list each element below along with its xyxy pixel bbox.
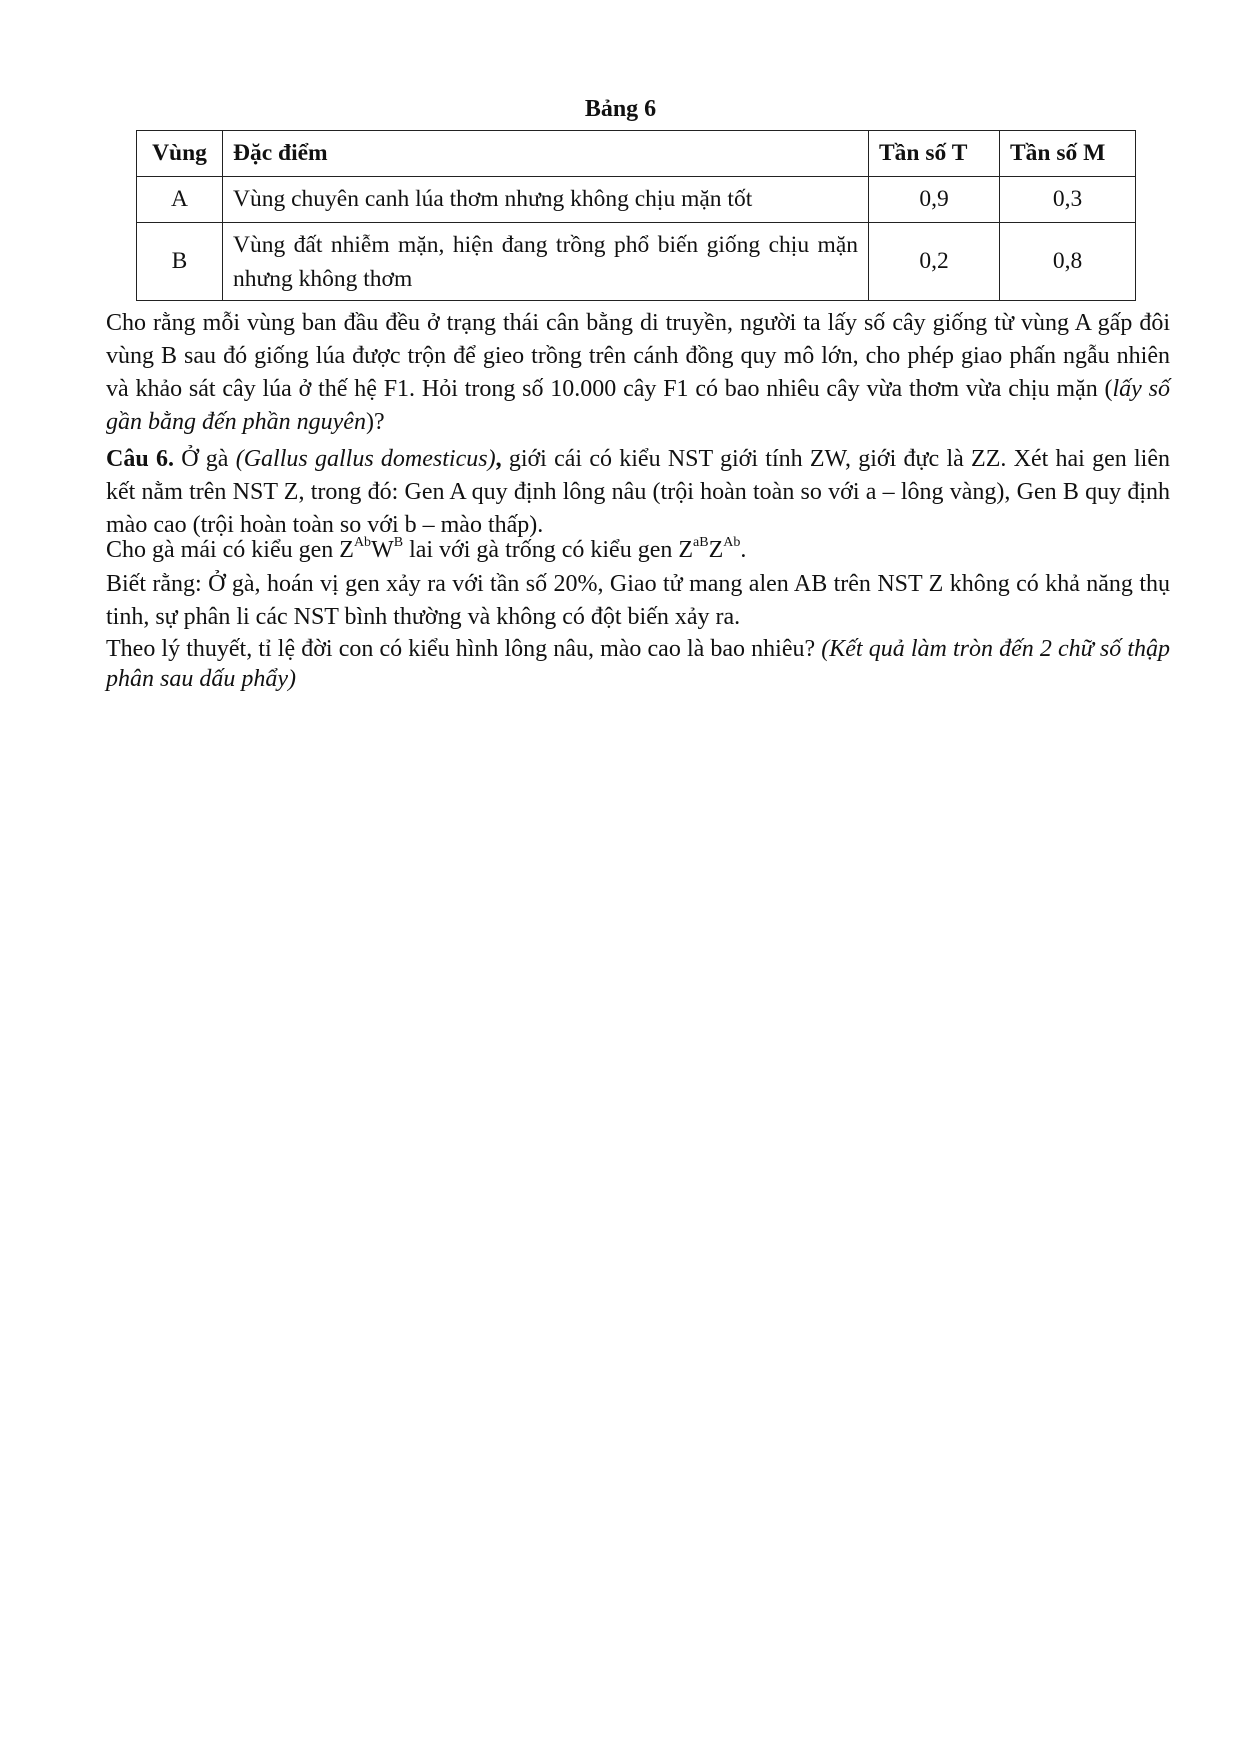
table-title: Bảng 6 [584, 96, 657, 122]
question-text: giới cái có kiểu NST giới tính ZW, giới đực là ZZ. Xét hai gen liên kết nằm trên NST Z, trong đó: Gen A quy định lông nâu (trội hoàn toàn so với a – lông vàng), Gen B quy định mào cao (trội hoàn toàn so với b – mào thấp). [106, 446, 1171, 538]
genotype-superscript: Ab [353, 535, 372, 550]
cell-tan-so-m: 0,8 [1000, 223, 1136, 301]
final-question-text: Theo lý thuyết, tỉ lệ đời con có kiểu hình lông nâu, mào cao là bao nhiêu? [106, 636, 822, 662]
paragraph-question-5 [106, 307, 1170, 439]
cell-tan-so-t: 0,2 [869, 223, 1000, 301]
header-tan-so-t: Tần số T [869, 131, 1000, 177]
table-header-row [137, 131, 1136, 177]
header-vung: Vùng [137, 131, 223, 177]
chromosome-w: W [371, 537, 394, 563]
paragraph-text: Cho rằng mỗi vùng ban đầu đều ở trạng thái cân bằng di truyền, người ta lấy số cây giống từ vùng A gấp đôi vùng B sau đó giống lúa được trộn để gieo trồng trên cánh đồng quy mô lớn, cho phép giao phấn ngẫu nhiên và khảo sát cây lúa ở thế hệ F1. Hỏi trong số 10.000 cây F1 có bao nhiêu cây vừa thơm vừa chịu mặn ( [106, 310, 1170, 402]
cell-vung: A [137, 177, 223, 223]
final-question [106, 634, 1170, 694]
genotype-superscript: B [393, 535, 404, 550]
question-label: Câu 6. [106, 446, 174, 472]
species-name: (Gallus gallus domesticus) [235, 446, 496, 472]
cell-dac-diem: Vùng đất nhiễm mặn, hiện đang trồng phổ biến giống chịu mặn nhưng không thơm [223, 223, 869, 301]
question-6 [106, 443, 1170, 542]
genotype-superscript: aB [693, 535, 709, 550]
cell-tan-so-m: 0,3 [1000, 177, 1136, 223]
header-tan-so-m: Tần số M [1000, 131, 1136, 177]
cross-statement [106, 534, 1170, 567]
condition-paragraph: Biết rằng: Ở gà, hoán vị gen xảy ra với tần số 20%, Giao tử mang alen AB trên NST Z không có khả năng thụ tinh, sự phân li các NST bình thường và không có đột biến xảy ra. [106, 571, 1170, 630]
table-row [137, 177, 1136, 223]
cross-prefix: Cho gà mái có kiểu gen Z [106, 537, 354, 563]
cross-end: . [740, 537, 747, 563]
chromosome-z: Z [708, 537, 724, 563]
cell-tan-so-t: 0,9 [869, 177, 1000, 223]
cross-middle: lai với gà trống có kiểu gen Z [403, 537, 694, 563]
final-question-note: (Kết quả làm tròn đến 2 chữ số thập phân sau dấu phẩy) [106, 636, 1171, 692]
species-comma: , [495, 446, 502, 472]
genotype-superscript: Ab [723, 535, 741, 550]
paragraph-end: )? [365, 409, 385, 435]
cell-dac-diem: Vùng chuyên canh lúa thơm nhưng không chịu mặn tốt [223, 177, 869, 223]
cell-vung: B [137, 223, 223, 301]
header-dac-diem: Đặc điểm [223, 131, 869, 177]
table-row [137, 223, 1136, 301]
paragraph-italic-note: lấy số gần bằng đến phần nguyên [106, 376, 1170, 435]
frequency-table [136, 130, 1136, 301]
question-intro: Ở gà [173, 446, 236, 472]
